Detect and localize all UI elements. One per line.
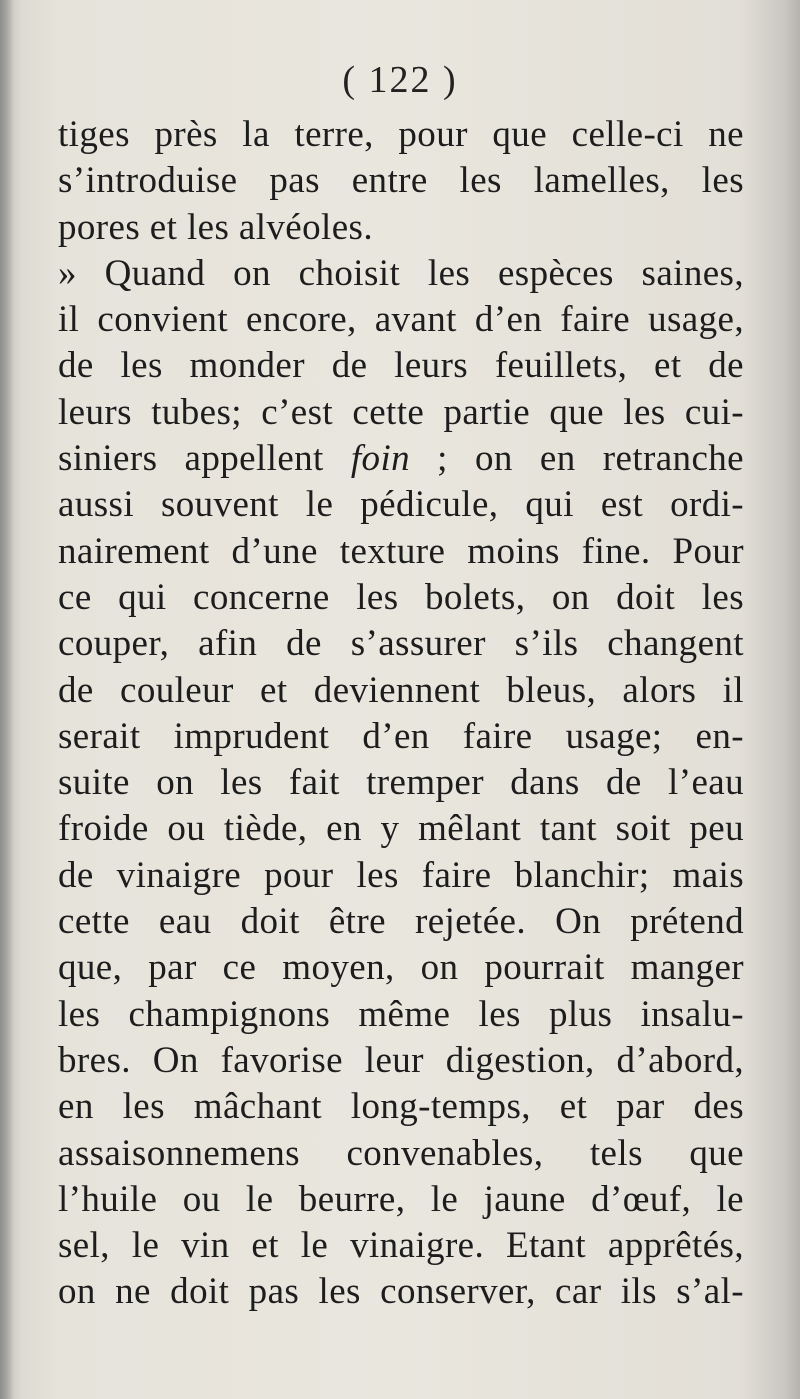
text-line: en les mâchant long-temps, et par des — [58, 1086, 744, 1128]
text-line: aussi souvent le pédicule, qui est ordi- — [58, 484, 744, 526]
text-line: nairement d’une texture moins fine. Pour — [58, 530, 744, 572]
text-line: pores et les alvéoles. — [58, 206, 373, 248]
text-line: l’huile ou le beurre, le jaune d’œuf, le — [58, 1178, 744, 1220]
text-line: serait imprudent d’en faire usage; en- — [58, 715, 744, 757]
text-line: sel, le vin et le vinaigre. Etant apprêtés, — [58, 1225, 744, 1267]
text-line: de vinaigre pour les faire blanchir; mais — [58, 854, 744, 896]
body-text — [58, 112, 744, 1316]
text-line: tiges près la terre, pour que celle-ci ne — [58, 114, 744, 155]
text-line: les champignons même les plus insalu- — [58, 993, 744, 1035]
text-line: assaisonnemens convenables, tels que — [58, 1132, 744, 1174]
text-line: froide ou tiède, en y mêlant tant soit peu — [58, 808, 744, 850]
text-line: on ne doit pas les conserver, car ils s’al- — [58, 1271, 744, 1313]
text-line: que, par ce moyen, on pourrait manger — [58, 947, 744, 989]
text-line: bres. On favorise leur digestion, d’abord, — [58, 1039, 744, 1081]
text-line: » Quand on choisit les espèces saines, — [58, 252, 744, 294]
page-number: ( 122 ) — [342, 59, 458, 101]
italic-word: foin — [350, 438, 411, 480]
binding-shadow — [0, 0, 14, 1399]
text-line: ce qui concerne les bolets, on doit les — [58, 576, 744, 618]
text-line: siniers appellent foin ; on en retranche — [58, 438, 744, 480]
text-line: de les monder de leurs feuillets, et de — [58, 345, 744, 387]
text-line: il convient encore, avant d’en faire usage, — [58, 299, 744, 341]
text-line: leurs tubes; c’est cette partie que les cui- — [58, 391, 744, 433]
text-line: couper, afin de s’assurer s’ils changent — [58, 623, 744, 665]
text-line: suite on les fait tremper dans de l’eau — [58, 762, 744, 804]
text-line: de couleur et deviennent bleus, alors il — [58, 669, 744, 711]
text-line: cette eau doit être rejetée. On prétend — [58, 901, 744, 943]
text-line: s’introduise pas entre les lamelles, les — [58, 160, 744, 202]
